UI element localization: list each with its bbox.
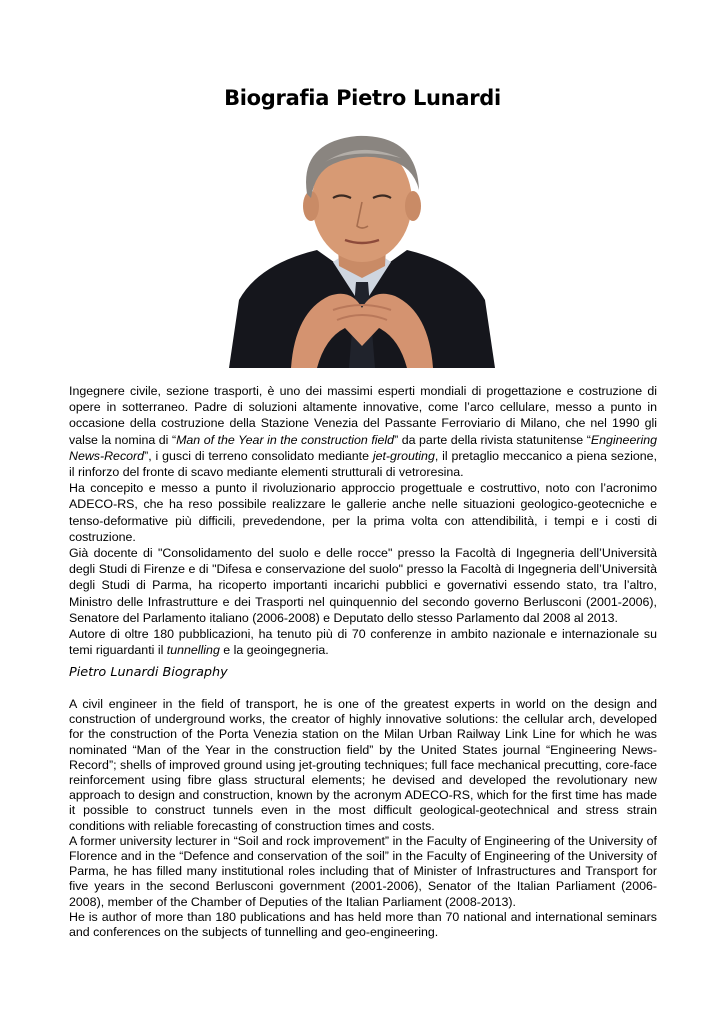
english-paragraph-3: He is author of more than 180 publications and has held more than 70 national and international seminars and conferences on the subjects of tunnelling and geo-engineering.	[69, 909, 657, 940]
italian-paragraph-4: Autore di oltre 180 pubblicazioni, ha tenuto più di 70 conferenze in ambito nazionale e internazionale su temi riguardanti il tunnelling e la geoingegneria.	[69, 627, 657, 658]
page-title: Biografia Pietro Lunardi	[224, 86, 501, 110]
italian-biography	[69, 383, 657, 658]
italian-paragraph-1: Ingegnere civile, sezione trasporti, è uno dei massimi esperti mondiali di progettazione e costruzione di opere in sotterraneo. Padre di soluzioni altamente innovative, come l’arco cellulare, messo a punto in occasione della costruzione della Stazione Venezia del Passante Ferroviario di Milano, che nel 1990 gli valse la nomina di “Man of the Year in the construction field” da parte della rivista statunitense “Engineering News-Record”, i gusci di terreno consolidato mediante jet-grouting, il pretaglio meccanico a piena sezione, il rinforzo del fronte di scavo mediante elementi strutturali di vetroresina.	[69, 384, 658, 480]
italian-paragraph-2: Ha concepito e messo a punto il rivoluzionario approccio progettuale e costruttivo, noto con l’acronimo ADECO-RS, che ha reso possibile realizzare le gallerie anche nelle situazioni geologico-geotecniche e tenso-deformative più difficili, prevedendone, per la prima volta con attendibilità, i tempi e i costi di costruzione.	[69, 481, 657, 544]
english-paragraph-2: A former university lecturer in “Soil and rock improvement” in the Faculty of Engineering of the University of Florence and in the “Defence and conservation of the soil” in the Faculty of Engineering of the University of Parma, he has filled many institutional roles including that of Minister of Infrastructures and Transport for five years in the second Berlusconi government (2001-2006), Senator of the Italian Parliament (2006-2008), member of the Chamber of Deputies of the Italian Parliament (2008-2013).	[69, 833, 657, 909]
english-heading: Pietro Lunardi Biography	[69, 665, 228, 680]
english-biography	[69, 697, 657, 940]
italian-paragraph-3: Già docente di "Consolidamento del suolo e delle rocce" presso la Facoltà di Ingegneria dell’Università degli Studi di Firenze e di "Difesa e conservazione del suolo" presso la Facoltà di Ingegneria dell’Università degli Studi di Parma, ha ricoperto importanti incarichi pubblici e governativi essendo stato, tra l’altro, Ministro delle Infrastrutture e dei Trasporti nel quinquennio del secondo governo Berlusconi (2001-2006), Senatore del Parlamento italiano (2006-2008) e Deputato dello stesso Parlamento dal 2008 al 2013.	[69, 546, 657, 625]
portrait-photo	[229, 132, 495, 368]
english-paragraph-1: A civil engineer in the field of transport, he is one of the greatest experts in world on the design and construction of underground works, the creator of highly innovative solutions: the cellular arch, developed for the construction of the Porta Venezia station on the Milan Urban Railway Link Line for which he was nominated “Man of the Year in the construction field” by the United States journal “Engineering News-Record”; shells of improved ground using jet-grouting techniques; full face mechanical precutting, core-face reinforcement using fibre glass structural elements; he devised and developed the revolutionary new approach to design and construction, known by the acronym ADECO-RS, which for the first time has made it possible to construct tunnels even in the most difficult geological-geotechnical and stress strain conditions with reliable forecasting of construction times and costs.	[69, 697, 657, 833]
